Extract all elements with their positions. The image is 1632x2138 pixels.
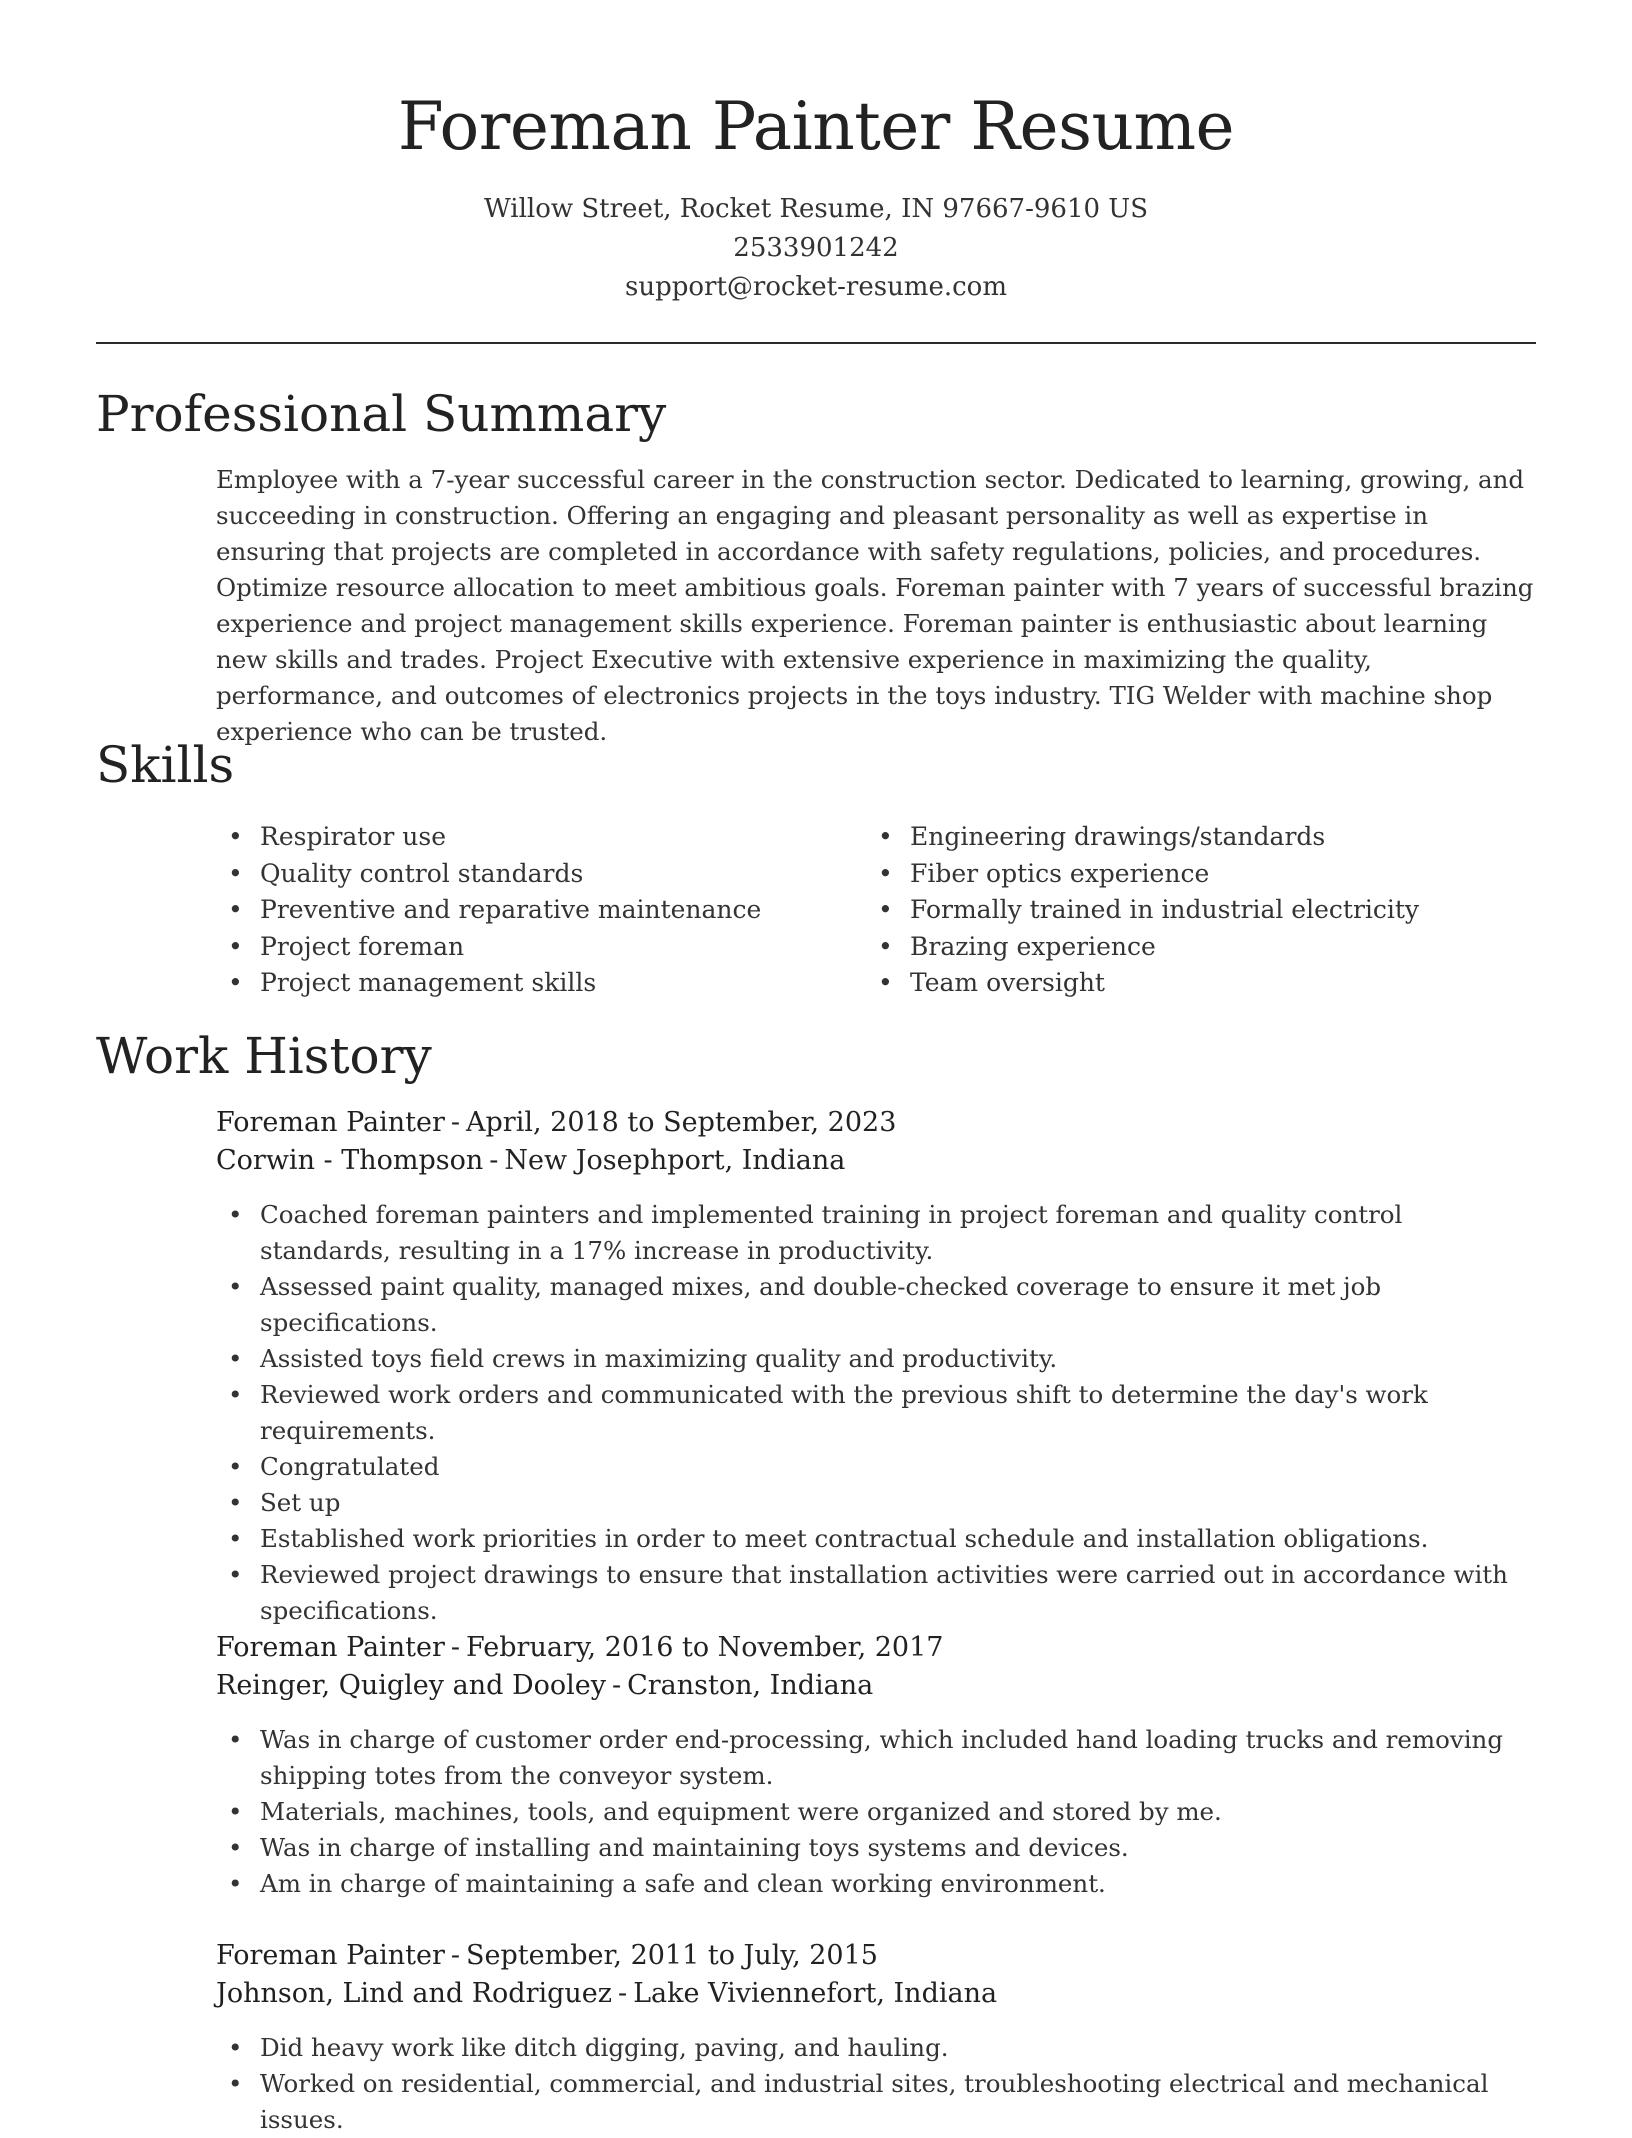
job-bullet: • Congratulated bbox=[216, 1449, 1534, 1485]
job-bullet: • Established work priorities in order to meet contractual schedule and installation obligations. bbox=[216, 1521, 1534, 1557]
job-entry bbox=[216, 1629, 1534, 1902]
job-company-line: Johnson, Lind and Rodriguez - Lake Viviennefort, Indiana bbox=[216, 1978, 998, 2009]
job-title: Foreman Painter bbox=[216, 1940, 445, 1971]
job-bullet: • Did heavy work like ditch digging, paving, and hauling. bbox=[216, 2030, 1534, 2066]
contact-email: support@rocket-resume.com bbox=[624, 272, 1007, 302]
resume-header bbox=[0, 82, 1632, 307]
job-bullet: • Reviewed work orders and communicated with the previous shift to determine the day's work requirements. bbox=[216, 1377, 1534, 1449]
job-location: Cranston, Indiana bbox=[627, 1670, 874, 1701]
work-history-heading: Work History bbox=[96, 1027, 432, 1085]
skill-item: • Respirator use bbox=[216, 819, 816, 856]
job-title: Foreman Painter bbox=[216, 1632, 445, 1663]
summary-text: Employee with a 7-year successful career in the construction sector. Dedicated to learning, growing, and succeeding in construction. Offering an engaging and pleasant personality as well as expertise in ensuring that projects are completed in accordance with safety regulations, policies, and procedures. Optimize resource allocation to meet ambitious goals. Foreman painter with 7 years of successful brazing experience and project management skills experience. Foreman painter is enthusiastic about learning new skills and trades. Project Executive with extensive experience in maximizing the quality, performance, and outcomes of electronics projects in the toys industry. TIG Welder with machine shop experience who can be trusted. bbox=[216, 465, 1534, 746]
skill-item: • Brazing experience bbox=[866, 929, 1526, 966]
job-bullet: • Set up bbox=[216, 1485, 1534, 1521]
skill-item: • Project foreman bbox=[216, 929, 816, 966]
job-bullet: • Am in charge of maintaining a safe and clean working environment. bbox=[216, 1866, 1534, 1902]
job-bullet: • Reviewed project drawings to ensure that installation activities were carried out in accordance with specifications. bbox=[216, 1557, 1534, 1629]
skill-item: • Engineering drawings/standards bbox=[866, 819, 1526, 856]
job-bullet: • Was in charge of installing and maintaining toys systems and devices. bbox=[216, 1830, 1534, 1866]
job-entry bbox=[216, 1104, 1534, 1629]
skill-item: • Team oversight bbox=[866, 965, 1526, 1002]
job-dates: April, 2018 to September, 2023 bbox=[466, 1107, 897, 1138]
contact-address: Willow Street, Rocket Resume, IN 97667-9610 US bbox=[483, 194, 1149, 224]
skills-heading: Skills bbox=[96, 736, 235, 794]
header-divider bbox=[96, 342, 1536, 344]
job-bullet: • Assisted toys field crews in maximizing quality and productivity. bbox=[216, 1341, 1534, 1377]
job-bullet: • Assessed paint quality, managed mixes, and double-checked coverage to ensure it met job specifications. bbox=[216, 1269, 1534, 1341]
skill-item: • Formally trained in industrial electricity bbox=[866, 892, 1526, 929]
job-bullet: • Coached foreman painters and implemented training in project foreman and quality control standards, resulting in a 17% increase in productivity. bbox=[216, 1197, 1534, 1269]
job-company: Johnson, Lind and Rodriguez bbox=[216, 1978, 612, 2009]
job-bullet: • Worked on residential, commercial, and industrial sites, troubleshooting electrical and mechanical issues. bbox=[216, 2066, 1534, 2138]
job-company-line: Reinger, Quigley and Dooley - Cranston, Indiana bbox=[216, 1670, 874, 1701]
job-bullet: • Was in charge of customer order end-processing, which included hand loading trucks and removing shipping totes from the conveyor system. bbox=[216, 1722, 1534, 1794]
skills-list-left bbox=[216, 819, 816, 1002]
job-company-line: Corwin - Thompson - New Josephport, Indiana bbox=[216, 1145, 846, 1176]
job-location: New Josephport, Indiana bbox=[504, 1145, 846, 1176]
job-company: Reinger, Quigley and Dooley bbox=[216, 1670, 606, 1701]
job-location: Lake Viviennefort, Indiana bbox=[633, 1978, 998, 2009]
skill-item: • Preventive and reparative maintenance bbox=[216, 892, 816, 929]
job-dates: September, 2011 to July, 2015 bbox=[466, 1940, 878, 1971]
contact-phone: 2533901242 bbox=[733, 233, 899, 263]
job-entry bbox=[216, 1937, 1534, 2138]
job-title-line: Foreman Painter - April, 2018 to September, 2023 bbox=[216, 1107, 897, 1138]
skills-list-right bbox=[866, 819, 1526, 1002]
contact-block bbox=[0, 190, 1632, 307]
skill-item: • Project management skills bbox=[216, 965, 816, 1002]
skill-item: • Quality control standards bbox=[216, 856, 816, 893]
job-title-line: Foreman Painter - September, 2011 to July, 2015 bbox=[216, 1940, 878, 1971]
job-bullet: • Materials, machines, tools, and equipment were organized and stored by me. bbox=[216, 1794, 1534, 1830]
job-title: Foreman Painter bbox=[216, 1107, 445, 1138]
job-dates: February, 2016 to November, 2017 bbox=[466, 1632, 944, 1663]
job-company: Corwin - Thompson bbox=[216, 1145, 484, 1176]
job-title-line: Foreman Painter - February, 2016 to November, 2017 bbox=[216, 1632, 944, 1663]
job-bullets bbox=[216, 1722, 1534, 1902]
job-bullets bbox=[216, 1197, 1534, 1629]
skill-item: • Fiber optics experience bbox=[866, 856, 1526, 893]
summary-heading: Professional Summary bbox=[96, 385, 667, 443]
resume-title: Foreman Painter Resume bbox=[397, 88, 1235, 165]
job-bullets bbox=[216, 2030, 1534, 2138]
